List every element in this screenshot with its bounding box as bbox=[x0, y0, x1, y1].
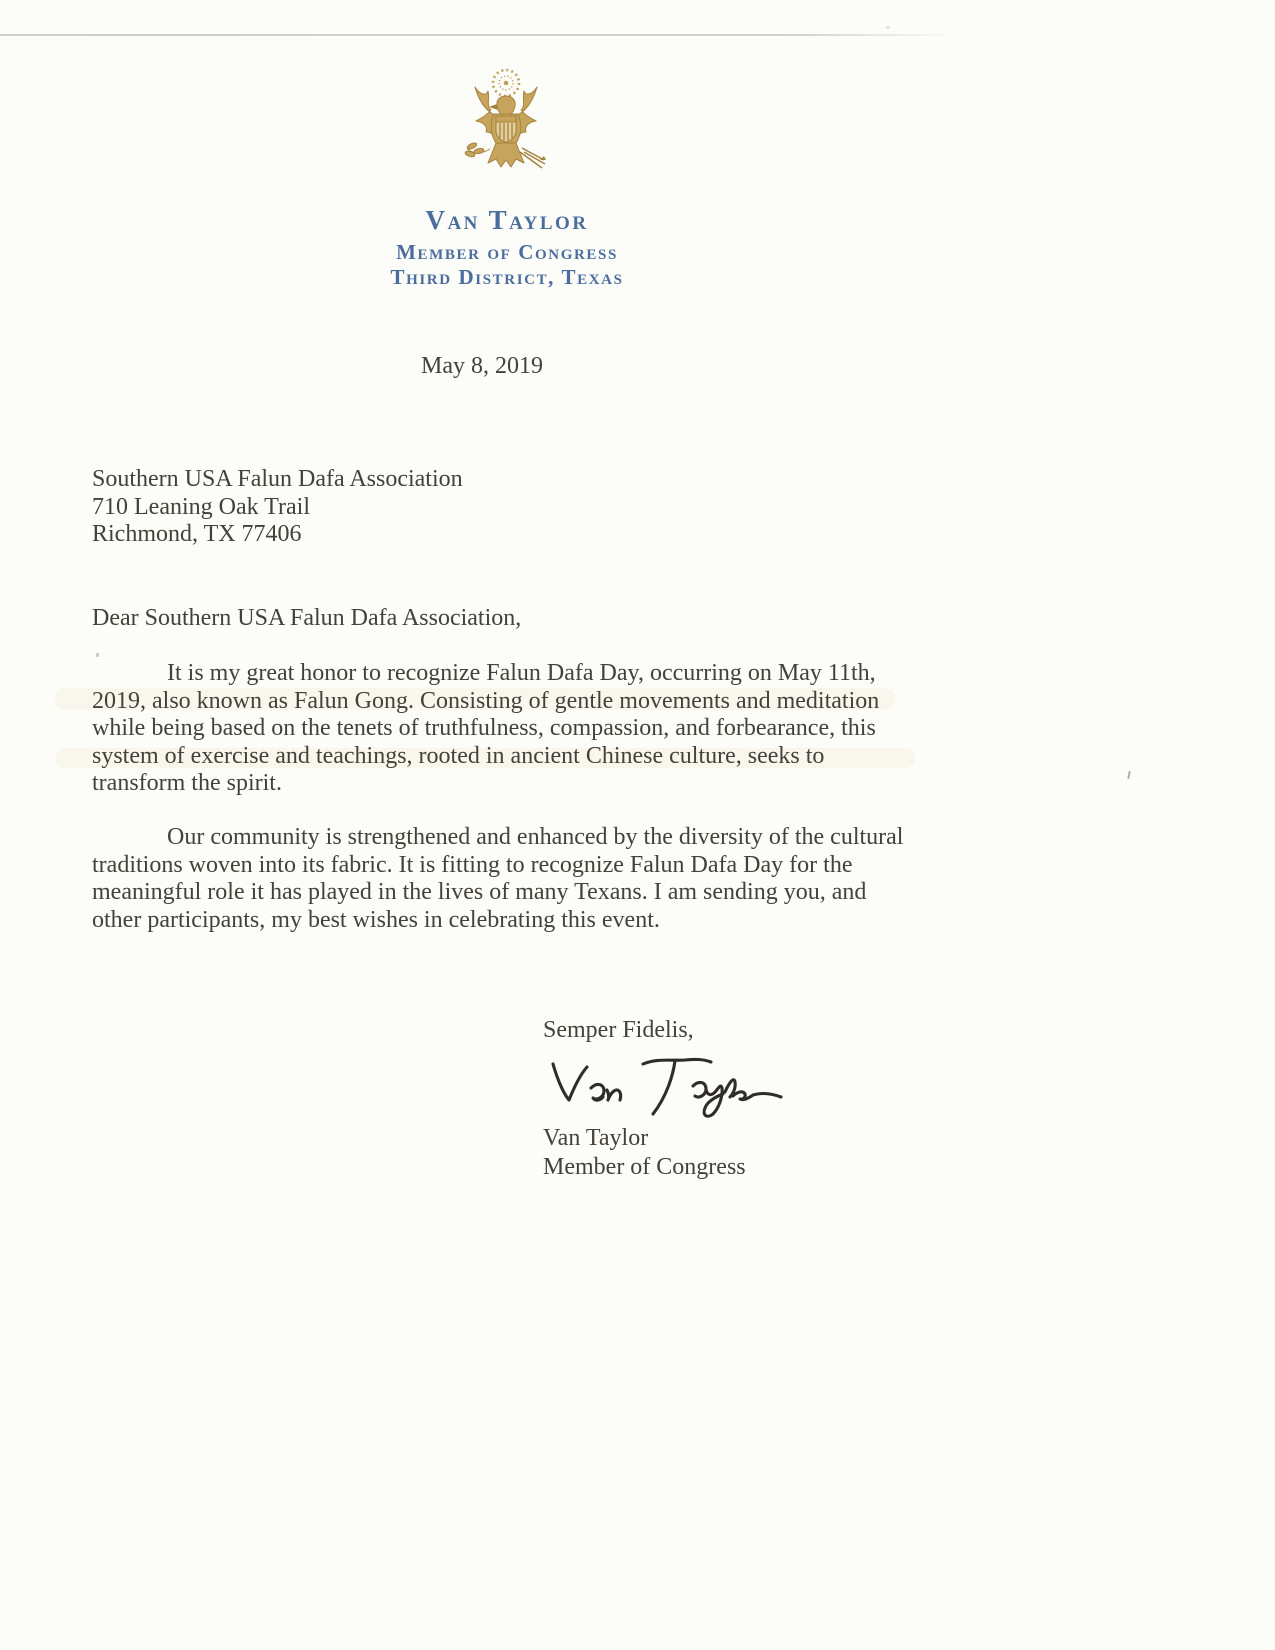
letterhead-office: Member of Congress bbox=[396, 240, 618, 264]
address-line: 710 Leaning Oak Trail bbox=[92, 493, 310, 520]
letterhead-district: Third District, Texas bbox=[390, 265, 624, 289]
scan-speck bbox=[96, 653, 99, 657]
scan-speck bbox=[1127, 771, 1131, 779]
body-line: transform the spirit. bbox=[92, 770, 282, 797]
body-line: meaningful role it has played in the lives of many Texans. I am sending you, and bbox=[92, 879, 867, 906]
salutation: Dear Southern USA Falun Dafa Association, bbox=[92, 605, 522, 631]
body-paragraph-2 bbox=[92, 824, 904, 934]
address-line: Richmond, TX 77406 bbox=[92, 521, 302, 548]
body-line: 2019, also known as Falun Gong. Consisting of gentle movements and meditation bbox=[92, 687, 880, 714]
body-line: system of exercise and teachings, rooted in ancient Chinese culture, seeks to bbox=[92, 742, 825, 769]
valediction: Semper Fidelis, bbox=[543, 1017, 694, 1043]
body-line: other participants, my best wishes in celebrating this event. bbox=[92, 906, 660, 933]
eagle-seal-icon bbox=[446, 66, 566, 188]
scan-speck bbox=[886, 26, 890, 29]
signer-title: Member of Congress bbox=[543, 1154, 746, 1180]
recipient-address bbox=[92, 466, 463, 549]
body-paragraph-1 bbox=[92, 660, 884, 798]
letter-date: May 8, 2019 bbox=[421, 353, 543, 379]
address-line: Southern USA Falun Dafa Association bbox=[92, 466, 463, 492]
body-line: Our community is strengthened and enhanced by the diversity of the cultural bbox=[167, 824, 904, 850]
body-line: while being based on the tenets of truthfulness, compassion, and forbearance, this bbox=[92, 715, 876, 742]
body-line: traditions woven into its fabric. It is fitting to recognize Falun Dafa Day for the bbox=[92, 851, 853, 878]
letterhead-name: Van Taylor bbox=[425, 205, 589, 235]
handwritten-signature bbox=[545, 1052, 785, 1127]
signer-name: Van Taylor bbox=[543, 1125, 649, 1151]
body-line: It is my great honor to recognize Falun Dafa Day, occurring on May 11th, bbox=[167, 660, 876, 686]
scan-edge-line bbox=[0, 34, 958, 36]
